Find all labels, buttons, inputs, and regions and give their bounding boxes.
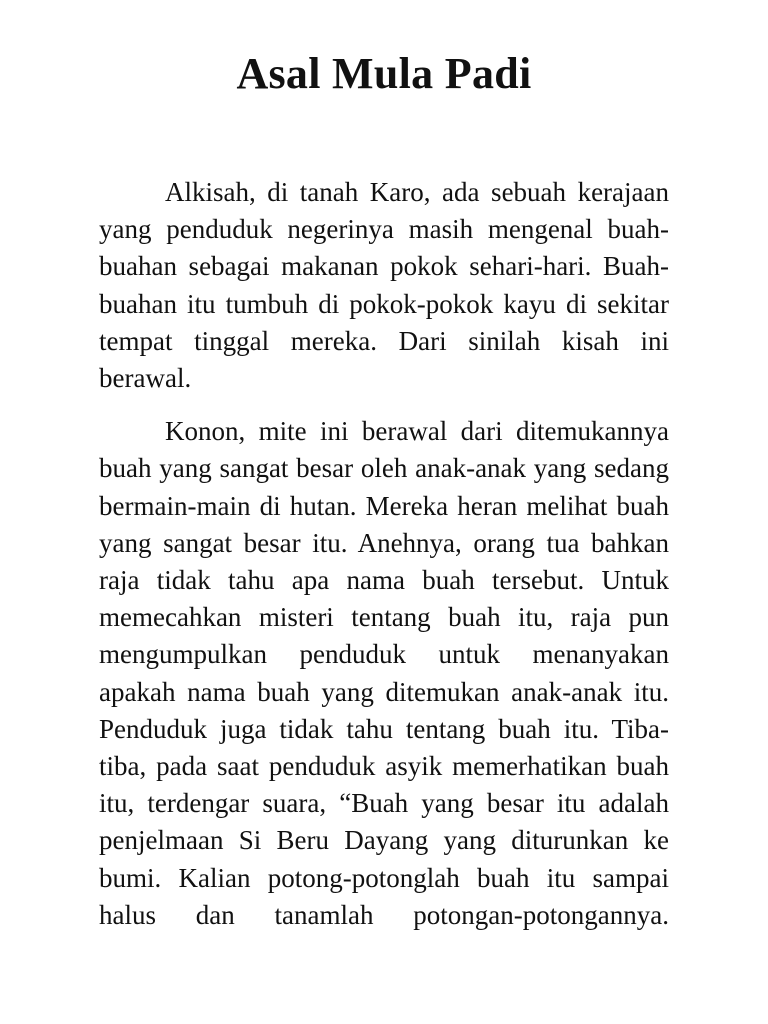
paragraph-1: Alkisah, di tanah Karo, ada sebuah kerajaan yang penduduk negerinya masih mengenal buah-buahan sebagai makanan pokok sehari-hari. Buah-buahan itu tumbuh di pokok-pokok kayu di sekitar tempat tinggal mereka. Dari sinilah kisah ini berawal.	[99, 177, 669, 394]
story-body	[99, 174, 669, 934]
paragraph-2: Konon, mite ini berawal dari ditemukannya buah yang sangat besar oleh anak-anak yang sedang bermain-main di hutan. Mereka heran melihat buah yang sangat besar itu. Anehnya, orang tua bahkan raja tidak tahu apa nama buah tersebut. Untuk memecahkan misteri tentang buah itu, raja pun mengumpulkan penduduk untuk menanyakan apakah nama buah yang ditemukan anak-anak itu. Penduduk juga tidak tahu tentang buah itu. Tiba-tiba, pada saat penduduk asyik memerhatikan buah itu, terdengar suara, “Buah yang besar itu adalah penjelmaan Si Beru Dayang yang diturunkan ke bumi. Kalian potong-potonglah buah itu sampai halus dan tanamlah potongan-potongannya.	[99, 416, 669, 930]
page-title: Asal Mula Padi	[236, 49, 532, 98]
